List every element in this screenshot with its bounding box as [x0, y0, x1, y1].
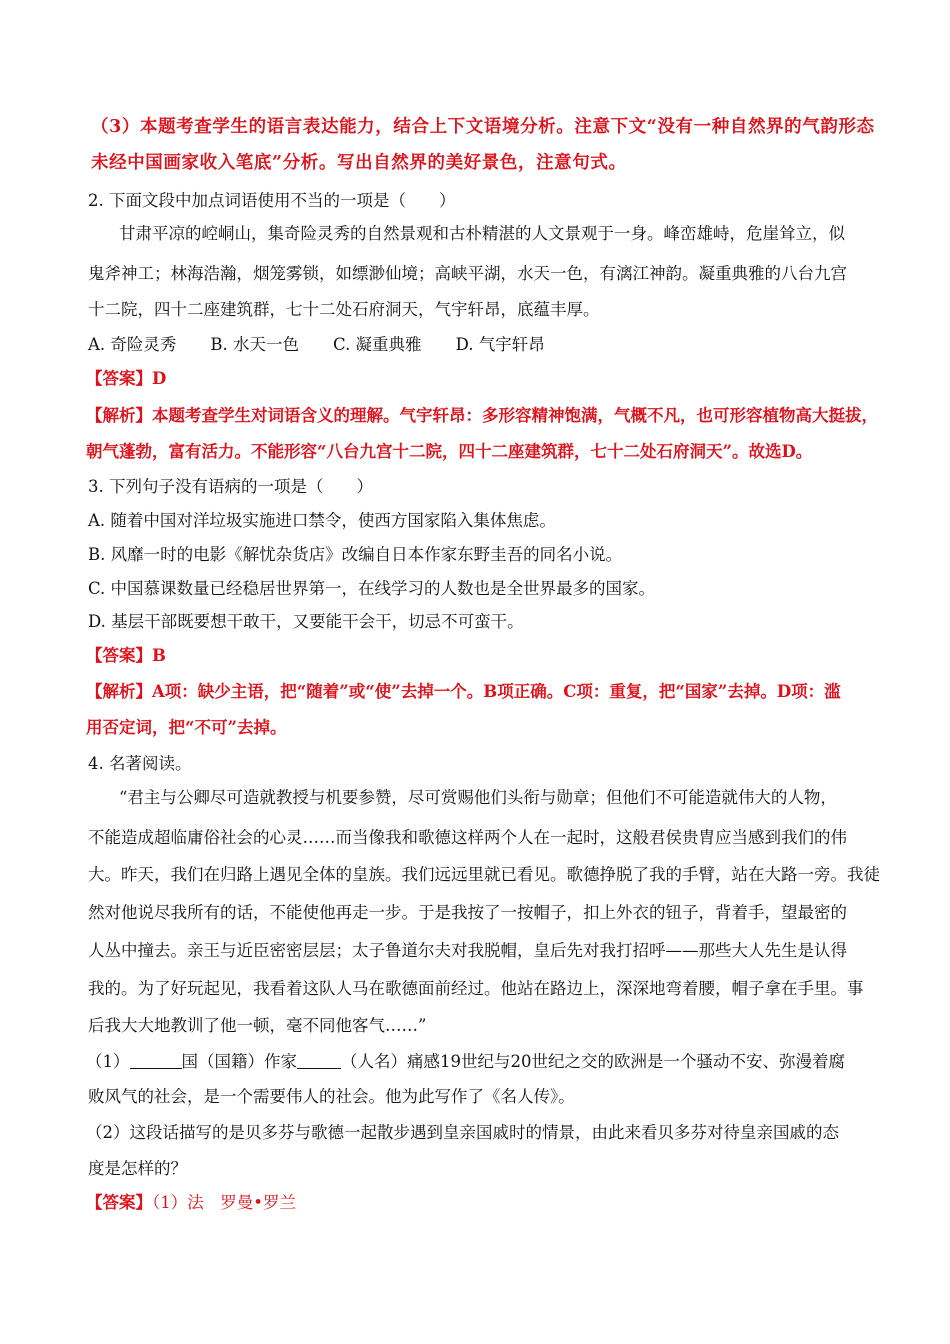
q2-option-b: B. 水天一色 — [210, 335, 300, 354]
q2-passage-line2: 鬼斧神工；林海浩瀚，烟笼雾锁，如缥渺仙境；高峡平湖，水天一色，有漓江神韵。凝重典雅的八台九宫 — [88, 264, 847, 283]
q1-analysis-line2: 未经中国画家收入笔底”分析。写出自然界的美好景色，注意句式。 — [91, 153, 627, 173]
q2-passage-line3: 十二院，四十二座建筑群，七十二处石府洞天，气宇轩昂，底蕴丰厚。 — [88, 300, 600, 319]
q2-option-d: D. 气宇轩昂 — [455, 335, 545, 354]
q3-option-c: C. 中国慕课数量已经稳居世界第一，在线学习的人数也是全世界最多的国家。 — [88, 579, 656, 598]
q4-sub2-line2: 度是怎样的？ — [88, 1159, 187, 1178]
q4-passage-line7: 后我大大地教训了他一顿，毫不同他客气……” — [88, 1016, 427, 1035]
q2-passage-line1: 甘肃平凉的崆峒山，集奇险灵秀的自然景观和古朴精湛的人文景观于一身。峰峦雄峙，危崖耸立，似 — [119, 224, 845, 243]
q3-answer: 【答案】B — [86, 646, 166, 665]
q2-analysis-line1: 【解析】本题考查学生对词语含义的理解。气宇轩昂：多形容精神饱满，气概不凡，也可形容植物高大挺拔， — [86, 406, 878, 425]
q4-sub1-line1 — [86, 1050, 845, 1074]
q2-option-c: C. 凝重典雅 — [333, 335, 422, 354]
q4-passage-line6: 我的。为了好玩起见，我看着这队人马在歌德面前经过。他站在路边上，深深地弯着腰，帽子拿在手里。事 — [88, 979, 864, 998]
q3-option-a: A. 随着中国对洋垃圾实施进口禁令，使西方国家陷入集体焦虑。 — [88, 511, 556, 530]
q3-analysis-line1: 【解析】A项：缺少主语，把“随着”或“使”去掉一个。B项正确。C项：重复，把“国家”去掉。D项：滥 — [86, 682, 841, 701]
q4-passage-line5: 人丛中撞去。亲王与近臣密密层层；太子鲁道尔夫对我脱帽，皇后先对我打招呼——那些大人先生是认得 — [88, 941, 847, 960]
q4-sub2-line1: （2）这段话描写的是贝多芬与歌德一起散步遇到皇亲国戚时的情景，由此来看贝多芬对待皇亲国戚的态 — [86, 1123, 839, 1142]
q3-stem: 3. 下列句子没有语病的一项是（ ） — [88, 477, 373, 496]
q4-blank-author — [297, 1050, 341, 1069]
q2-stem: 2. 下面文段中加点词语使用不当的一项是（ ） — [88, 191, 456, 210]
q4-sub1-part1: 国（国籍）作家 — [181, 1052, 297, 1071]
q4-blank-nationality — [130, 1050, 182, 1069]
q4-passage-line2: 不能造成超临庸俗社会的心灵……而当像我和歌德这样两个人在一起时，这般君侯贵胄应当感到我们的伟 — [88, 828, 847, 847]
q4-passage-line1: “君主与公卿尽可造就教授与机要参赞，尽可赏赐他们头衔与勋章；但他们不可能造就伟大的人物， — [119, 788, 837, 807]
q4-stem: 4. 名著阅读。 — [88, 754, 192, 773]
q3-option-b: B. 风靡一时的电影《解忧杂货店》改编自日本作家东野圭吾的同名小说。 — [88, 545, 623, 564]
q2-analysis-line2: 朝气蓬勃，富有活力。不能形容“八台九宫十二院，四十二座建筑群，七十二处石府洞天”。故选D。 — [86, 442, 813, 461]
q4-answer-line — [86, 1191, 296, 1215]
q4-answer-text: （1）法 罗曼•罗兰 — [152, 1193, 296, 1212]
q4-sub1-part2: （人名）痛感19世纪与20世纪之交的欧洲是一个骚动不安、弥漫着腐 — [341, 1052, 845, 1071]
q3-option-d: D. 基层干部既要想干敢干，又要能干会干，切忌不可蛮干。 — [88, 612, 524, 631]
q1-analysis-line1: （3）本题考查学生的语言表达能力，结合上下文语境分析。注意下文“没有一种自然界的气韵形态 — [91, 117, 875, 137]
q3-analysis-line2: 用否定词，把“不可”去掉。 — [86, 718, 287, 737]
q4-sub1-prefix: （1） — [86, 1052, 130, 1071]
q4-passage-line3: 大。昨天，我们在归路上遇见全体的皇族。我们远远里就已看见。歌德挣脱了我的手臂，站在大路一旁。我徒 — [88, 865, 880, 884]
q4-answer-label: 【答案】 — [86, 1193, 152, 1212]
q2-answer: 【答案】D — [86, 369, 167, 388]
q2-option-a: A. 奇险灵秀 — [88, 335, 177, 354]
q4-passage-line4: 然对他说尽我所有的话，不能使他再走一步。于是我按了一按帽子，扣上外衣的钮子，背着手，望最密的 — [88, 903, 847, 922]
q4-sub1-line2: 败风气的社会，是一个需要伟人的社会。他为此写作了《名人传》。 — [88, 1087, 575, 1106]
q2-options — [88, 333, 579, 357]
